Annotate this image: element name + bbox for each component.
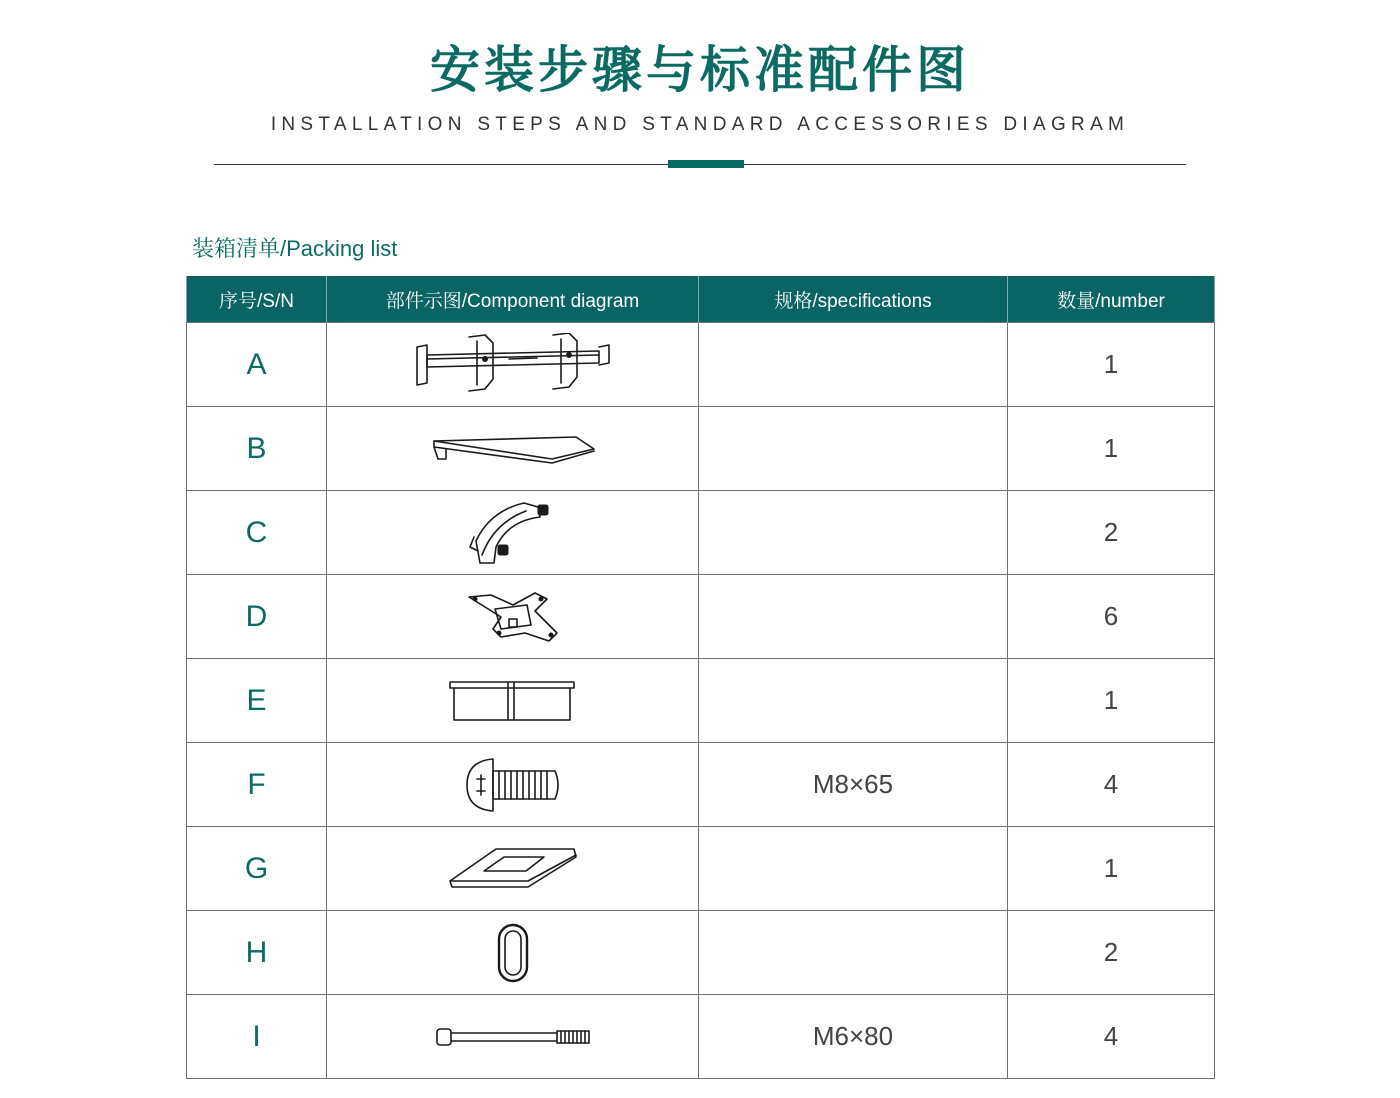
table-row (187, 491, 1215, 575)
table-row (187, 911, 1215, 995)
row-diagram (327, 827, 699, 911)
row-quantity: 2 (1008, 911, 1215, 995)
row-quantity: 1 (1008, 323, 1215, 407)
table-row (187, 575, 1215, 659)
table-row (187, 827, 1215, 911)
column-header-spec: 规格/specifications (699, 276, 1008, 323)
row-diagram (327, 407, 699, 491)
row-spec (699, 827, 1008, 911)
table-row (187, 743, 1215, 827)
row-diagram (327, 323, 699, 407)
row-quantity: 6 (1008, 575, 1215, 659)
button-head-bolt-icon (463, 753, 563, 817)
row-spec (699, 575, 1008, 659)
row-spec: M6×80 (699, 995, 1008, 1079)
clamp-arm-icon (468, 497, 558, 569)
row-quantity: 1 (1008, 407, 1215, 491)
vesa-plate-icon (465, 589, 561, 645)
row-diagram (327, 911, 699, 995)
row-sn: E (187, 659, 327, 743)
row-spec (699, 323, 1008, 407)
row-diagram (327, 575, 699, 659)
oval-ring-icon (493, 921, 533, 985)
table-row (187, 323, 1215, 407)
row-diagram (327, 743, 699, 827)
row-quantity: 4 (1008, 743, 1215, 827)
packing-list-table (186, 276, 1215, 1079)
row-quantity: 2 (1008, 491, 1215, 575)
table-row (187, 407, 1215, 491)
frame-bracket-icon (413, 333, 613, 397)
row-sn: B (187, 407, 327, 491)
row-sn: G (187, 827, 327, 911)
packing-list-label: 装箱清单/Packing list (192, 236, 398, 261)
row-quantity: 1 (1008, 659, 1215, 743)
row-spec (699, 659, 1008, 743)
row-quantity: 1 (1008, 827, 1215, 911)
row-sn: H (187, 911, 327, 995)
row-sn: F (187, 743, 327, 827)
row-sn: C (187, 491, 327, 575)
row-spec (699, 491, 1008, 575)
column-header-sn: 序号/S/N (187, 276, 327, 323)
row-sn: D (187, 575, 327, 659)
row-sn: I (187, 995, 327, 1079)
table-row (187, 659, 1215, 743)
long-screw-icon (433, 1025, 593, 1049)
page-subtitle: INSTALLATION STEPS AND STANDARD ACCESSORIES DIAGRAM (270, 114, 1130, 135)
row-diagram (327, 995, 699, 1079)
table-row (187, 995, 1215, 1079)
row-spec: M8×65 (699, 743, 1008, 827)
grommet-cap-icon (448, 678, 578, 724)
row-quantity: 4 (1008, 995, 1215, 1079)
square-washer-plate-icon (448, 847, 578, 891)
row-diagram (327, 659, 699, 743)
row-spec (699, 911, 1008, 995)
title-divider-accent (668, 160, 744, 168)
column-header-diagram: 部件示图/Component diagram (327, 276, 699, 323)
table-header-row (187, 276, 1215, 323)
base-plate-icon (428, 429, 598, 469)
row-sn: A (187, 323, 327, 407)
column-header-number: 数量/number (1008, 276, 1215, 323)
page-title: 安装步骤与标准配件图 (430, 41, 970, 99)
row-diagram (327, 491, 699, 575)
row-spec (699, 407, 1008, 491)
